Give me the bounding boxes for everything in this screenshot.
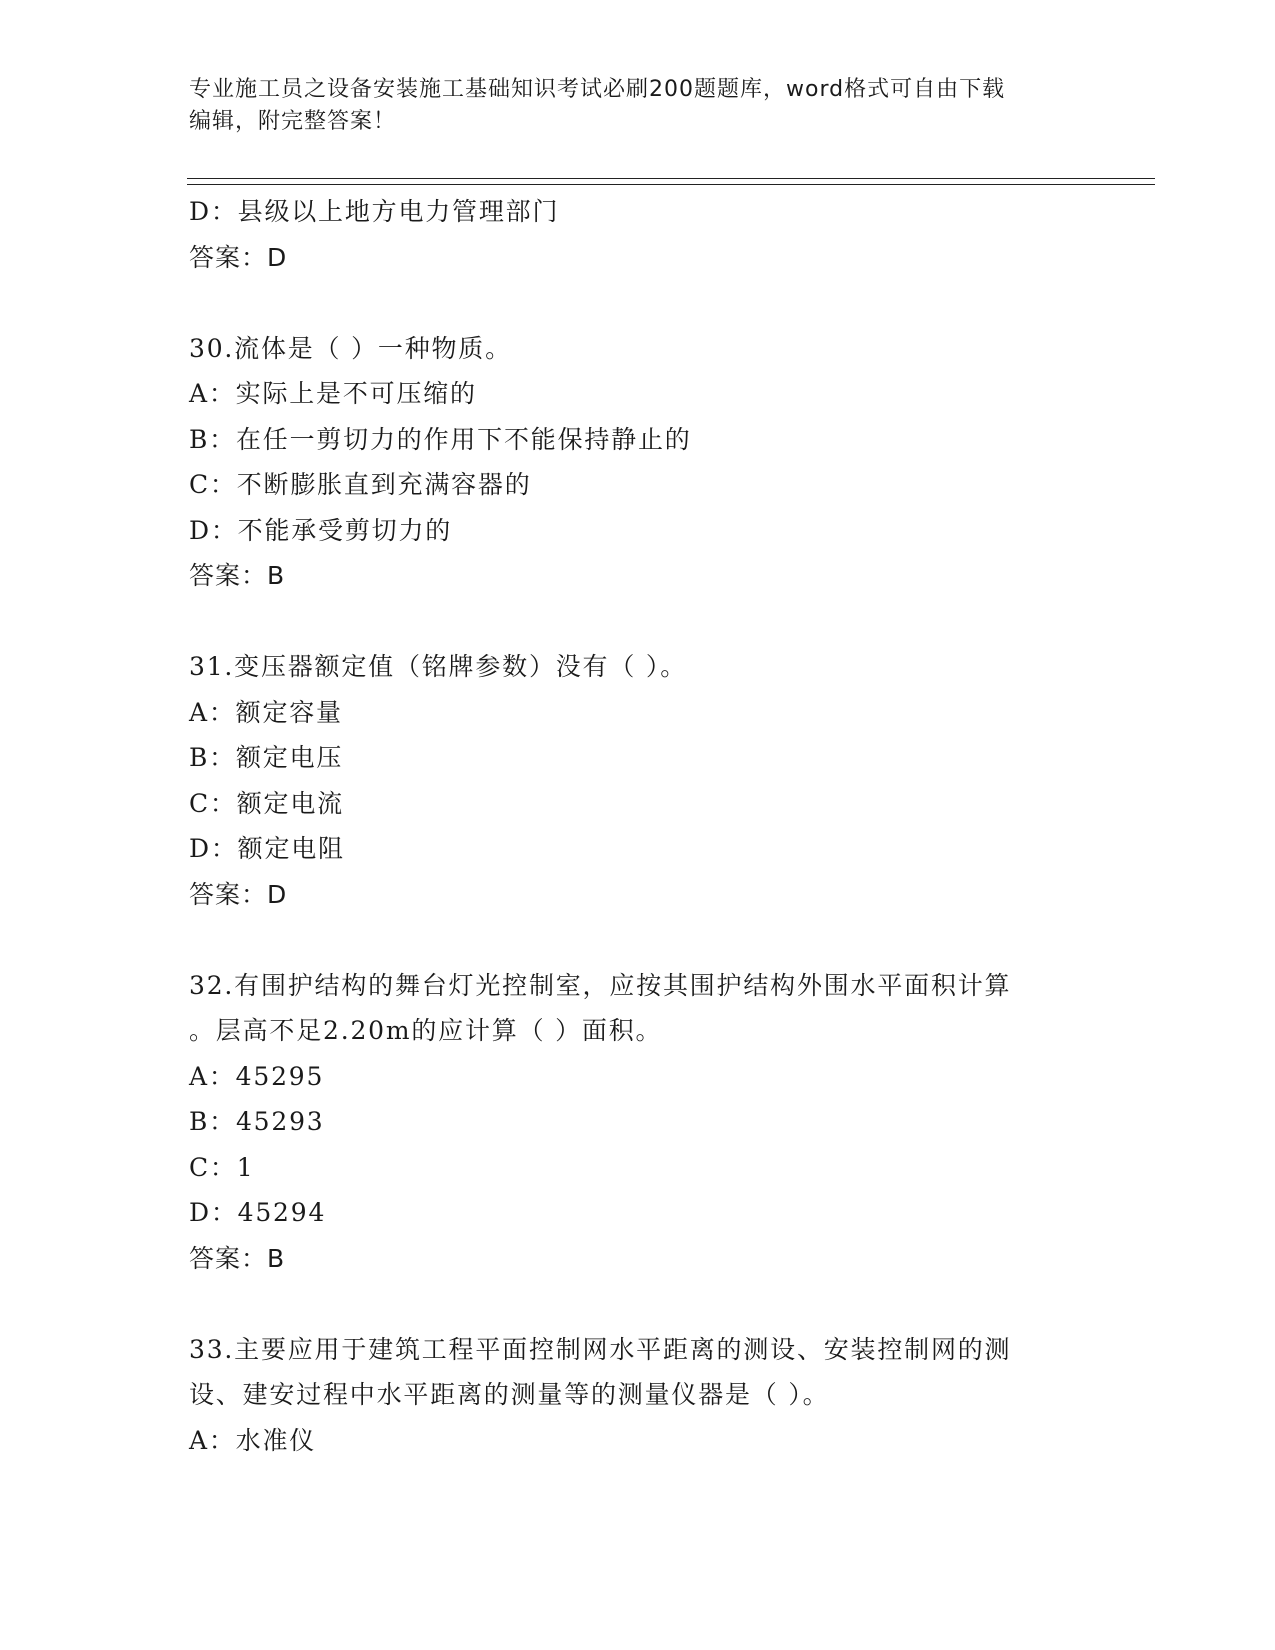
option-d: D：县级以上地方电力管理部门 [189, 197, 560, 226]
header-line-1: 专业施工员之设备安装施工基础知识考试必刷200题题库，word格式可自由下载 [189, 77, 1006, 102]
answer-line: 答案：D [189, 879, 288, 909]
header-line-2: 编辑，附完整答案！ [189, 109, 397, 134]
question-31 [189, 644, 1079, 917]
option-c: C：1 [189, 1152, 255, 1182]
option-d: D：45294 [189, 1198, 327, 1227]
option-b: B：在任一剪切力的作用下不能保持静止的 [189, 424, 692, 454]
answer-line: 答案：B [189, 1243, 286, 1273]
spacer [189, 280, 1079, 326]
question-32 [189, 963, 1079, 1282]
spacer [189, 1281, 1079, 1327]
question-stem: 31.变压器额定值（铭牌参数）没有（ ）。 [189, 652, 688, 681]
question-stem-line-1: 32.有围护结构的舞台灯光控制室，应按其围护结构外围水平面积计算 [189, 970, 1012, 1000]
option-d: D：额定电阻 [189, 834, 345, 863]
answer-line: 答案：B [189, 561, 286, 590]
document-header [189, 74, 1069, 138]
spacer [189, 917, 1079, 963]
option-a: A：实际上是不可压缩的 [189, 379, 477, 408]
option-b: B：额定电压 [189, 743, 344, 772]
question-stem-line-2: 。层高不足2.20m的应计算（ ）面积。 [189, 1016, 663, 1045]
spacer [189, 599, 1079, 645]
option-c: C：额定电流 [189, 788, 344, 818]
option-a: A：45295 [189, 1061, 325, 1091]
header-divider-top [187, 178, 1155, 179]
question-stem: 30.流体是（ ）一种物质。 [189, 333, 512, 363]
question-list [189, 189, 1079, 1463]
header-divider-bottom [187, 184, 1155, 185]
option-a: A：水准仪 [189, 1425, 317, 1455]
option-d: D：不能承受剪切力的 [189, 515, 453, 545]
question-33 [189, 1327, 1079, 1464]
question-30 [189, 326, 1079, 599]
option-b: B：45293 [189, 1107, 325, 1136]
answer-line: 答案：D [189, 242, 288, 272]
question-stem-line-1: 33.主要应用于建筑工程平面控制网水平距离的测设、安装控制网的测 [189, 1334, 1012, 1364]
option-c: C：不断膨胀直到充满容器的 [189, 470, 532, 499]
question-29-tail [189, 189, 1079, 280]
option-a: A：额定容量 [189, 697, 343, 727]
question-stem-line-2: 设、建安过程中水平距离的测量等的测量仪器是（ ）。 [189, 1380, 830, 1409]
